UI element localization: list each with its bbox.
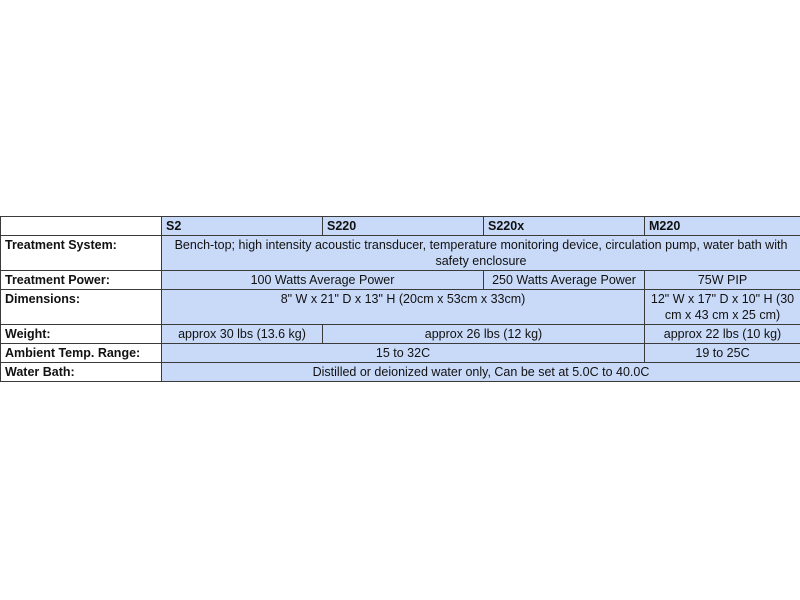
value-dimensions-s-series: 8" W x 21" D x 13" H (20cm x 53cm x 33cm) [162,290,645,325]
value-ambient-temp-s-series: 15 to 32C [162,344,645,363]
value-weight-s220-s220x: approx 26 lbs (12 kg) [323,325,645,344]
label-water-bath: Water Bath: [1,363,162,382]
header-s2: S2 [162,217,323,236]
row-treatment-power [1,271,800,290]
row-water-bath [1,363,800,382]
value-dimensions-m220: 12" W x 17" D x 10" H (30 cm x 43 cm x 25 cm) [645,290,800,325]
value-power-m220: 75W PIP [645,271,800,290]
value-ambient-temp-m220: 19 to 25C [645,344,800,363]
label-weight: Weight: [1,325,162,344]
value-treatment-system: Bench-top; high intensity acoustic transducer, temperature monitoring device, circulation pump, water bath with safety enclosure [162,236,800,271]
value-power-s220x: 250 Watts Average Power [484,271,645,290]
row-treatment-system [1,236,800,271]
value-water-bath: Distilled or deionized water only, Can be set at 5.0C to 40.0C [162,363,800,382]
label-treatment-power: Treatment Power: [1,271,162,290]
header-corner-cell [1,217,162,236]
row-weight [1,325,800,344]
label-ambient-temp: Ambient Temp. Range: [1,344,162,363]
header-m220: M220 [645,217,800,236]
row-dimensions [1,290,800,325]
header-row [1,217,800,236]
label-dimensions: Dimensions: [1,290,162,325]
value-weight-m220: approx 22 lbs (10 kg) [645,325,800,344]
header-s220x: S220x [484,217,645,236]
value-power-s2-s220: 100 Watts Average Power [162,271,484,290]
label-treatment-system: Treatment System: [1,236,162,271]
header-s220: S220 [323,217,484,236]
row-ambient-temp [1,344,800,363]
value-weight-s2: approx 30 lbs (13.6 kg) [162,325,323,344]
spec-table-container [0,216,800,382]
spec-table [0,216,800,382]
